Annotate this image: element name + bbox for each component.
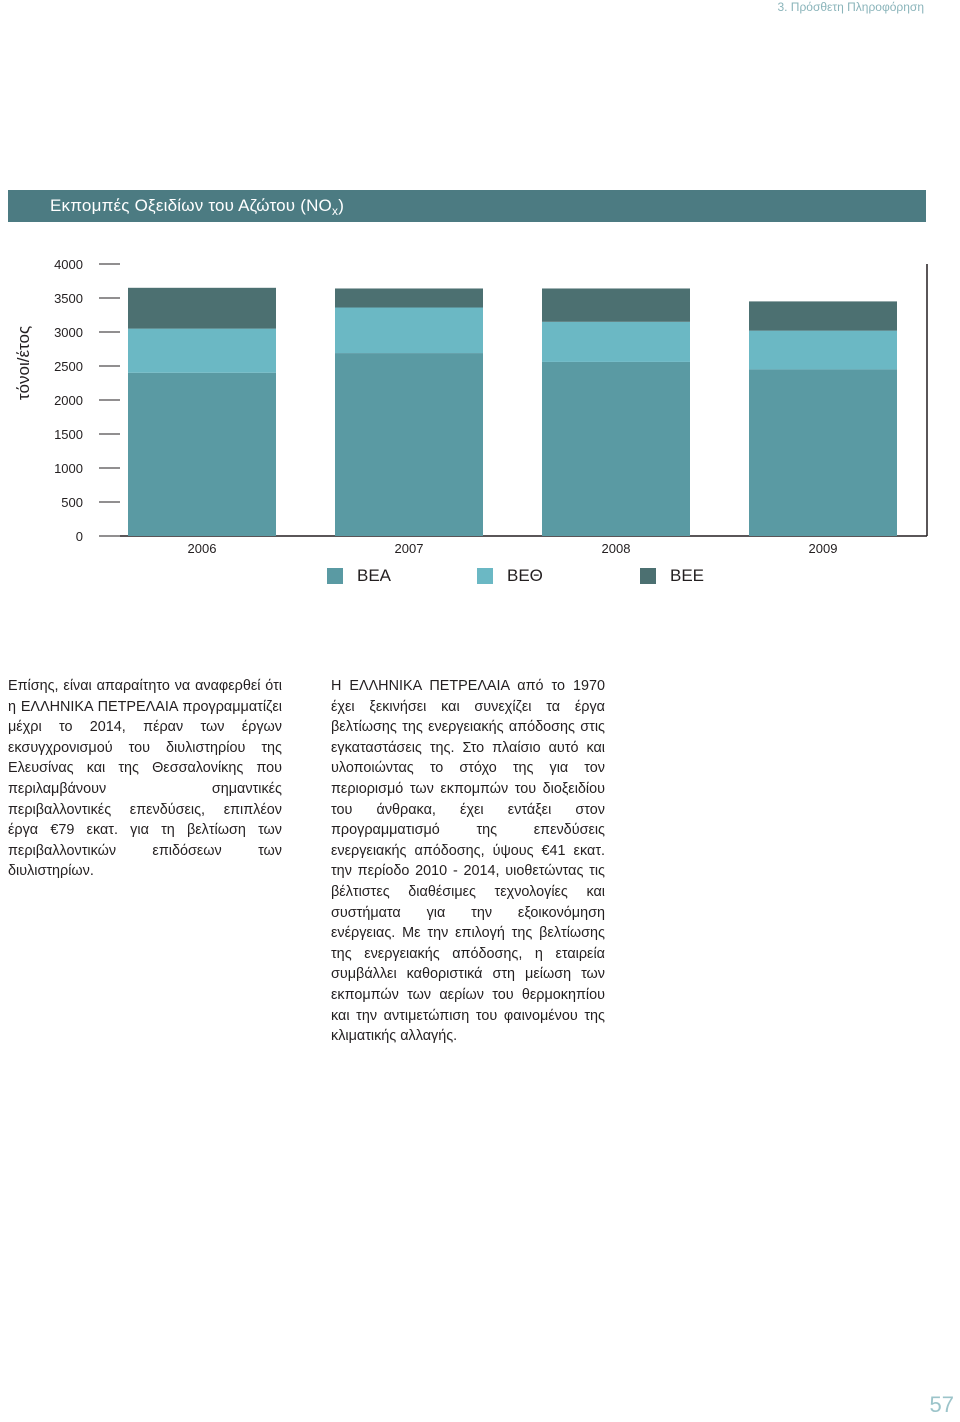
section-header: 3. Πρόσθετη Πληροφόρηση	[777, 0, 924, 14]
x-tick-label-2009: 2009	[808, 541, 838, 556]
legend-swatch-1	[477, 568, 493, 584]
body-text-right: Η ΕΛΛΗΝΙΚΑ ΠΕΤΡΕΛΑΙΑ από το 1970 έχει ξεκινήσει και συνεχίζει τα έργα βελτίωσης της ενεργειακής απόδοσης στις εγκαταστάσεις της. Στο πλαίσιο αυτό και υλοποιώντας το στόχο της για τον περιορισμό των εκπομπών του διοξειδίου του άνθρακα, έχει εντάξει στον προγραμματισμό της επενδύσεις ενεργειακής απόδοσης, ύψους €41 εκατ. την περίοδο 2010 - 2014, υιοθετώντας τις βέλτιστες διαθέσιμες τεχνολογίες και συστήματα για την εξοικονόμηση ενέργειας. Με την επιλογή της βελτίωσης της ενεργειακής απόδοσης, η εταιρεία συμβάλλει καθοριστικά στη μείωση των εκπομπών των αερίων του θερμοκηπίου και την αντιμετώπιση του φαινομένου της κλιματικής αλλαγής.	[331, 678, 605, 1045]
y-tick-label-0: 0	[75, 529, 83, 544]
y-axis-label: τόνοι/έτος	[14, 325, 33, 401]
legend-label-0: ΒΕΑ	[357, 566, 392, 585]
bar-2007-series-0	[335, 353, 483, 536]
y-tick-label-3000: 3000	[54, 325, 83, 340]
y-tick-label-4000: 4000	[54, 257, 83, 272]
y-tick-label-2000: 2000	[54, 393, 83, 408]
legend-label-1: ΒΕΘ	[507, 566, 543, 585]
legend-swatch-0	[327, 568, 343, 584]
bar-2006-series-2	[128, 288, 276, 329]
bar-2008-series-0	[542, 362, 690, 536]
bar-2009-series-1	[749, 331, 897, 370]
bar-2007-series-1	[335, 308, 483, 354]
page-number: 57	[929, 1392, 954, 1417]
x-tick-label-2006: 2006	[187, 541, 217, 556]
chart-title-main: Εκπομπές Οξειδίων του Αζώτου (NO	[50, 196, 332, 215]
chart-title-subscript: x	[331, 204, 339, 218]
bar-2009-series-0	[749, 369, 897, 536]
bar-2009-series-2	[749, 301, 897, 330]
stacked-bar-chart	[0, 240, 960, 560]
x-tick-label-2007: 2007	[394, 541, 424, 556]
body-text-left: Επίσης, είναι απαραίτητο να αναφερθεί ότι η ΕΛΛΗΝΙΚΑ ΠΕΤΡΕΛΑΙΑ προγραμματίζει μέχρι το 2014, πέραν των έργων εκσυγχρονισμού του διυλιστηρίου της Ελευσίνας και της Θεσσαλονίκης που περιλαμβάνουν σημαντικές περιβαλλοντικές επενδύσεις, επιπλέον έργα €79 εκατ. για τη βελτίωση των περιβαλλοντικών επιδόσεων των διυλιστηρίων.	[8, 678, 282, 880]
bar-2006-series-1	[128, 329, 276, 373]
y-tick-label-3500: 3500	[54, 291, 83, 306]
bar-2008-series-1	[542, 322, 690, 362]
bar-2008-series-2	[542, 288, 690, 321]
y-tick-label-500: 500	[61, 495, 83, 510]
y-tick-label-1000: 1000	[54, 461, 83, 476]
bar-2006-series-0	[128, 373, 276, 536]
chart-title	[50, 196, 344, 218]
chart-title-end: )	[338, 196, 345, 215]
bar-2007-series-2	[335, 288, 483, 307]
legend-label-2: ΒΕΕ	[670, 566, 705, 585]
y-tick-label-2500: 2500	[54, 359, 83, 374]
x-tick-label-2008: 2008	[601, 541, 631, 556]
chart-title-bar	[8, 190, 926, 222]
legend-swatch-2	[640, 568, 656, 584]
chart-legend	[0, 566, 960, 588]
y-tick-label-1500: 1500	[54, 427, 83, 442]
